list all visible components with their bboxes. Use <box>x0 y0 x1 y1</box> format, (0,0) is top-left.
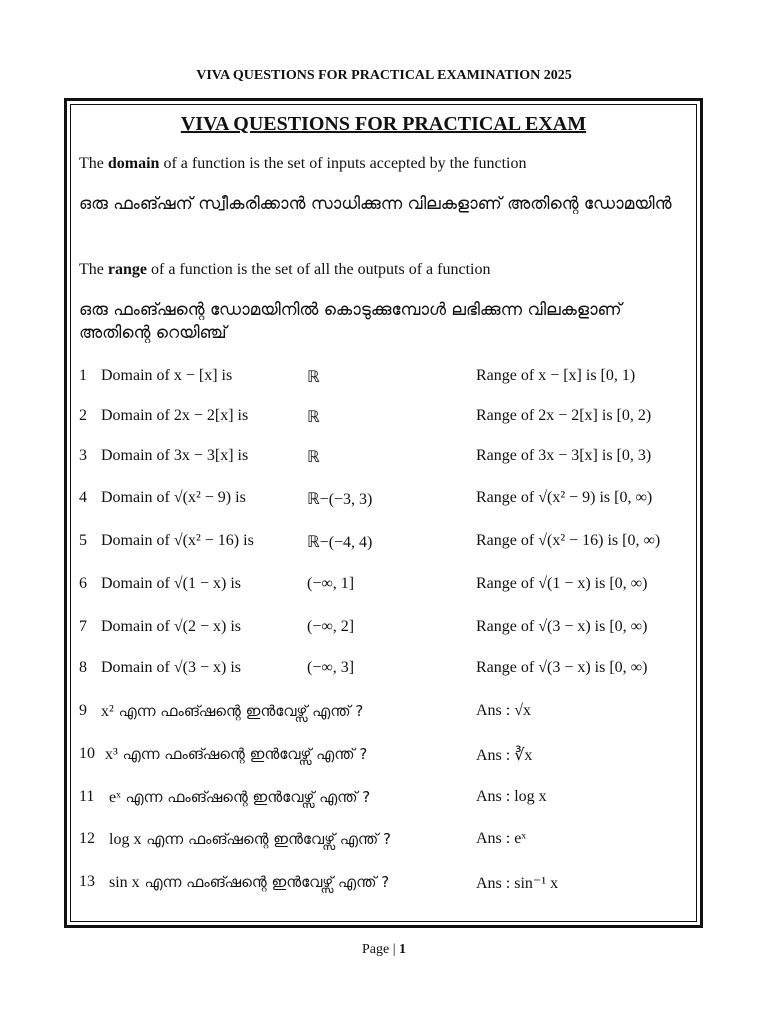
list-item <box>79 659 686 683</box>
item-number: 8 <box>79 659 87 676</box>
question-text: എന്ന ഫംങ്ഷന്റെ ഇൻവേഴ്സ് എന്ത് ? <box>120 788 371 806</box>
item-number: 1 <box>79 367 87 384</box>
inverse-question <box>105 745 367 764</box>
inverse-question <box>109 830 391 849</box>
list-item <box>79 788 686 812</box>
domain-question: Domain of √(2 − x) is <box>101 618 242 635</box>
domain-def-prefix: The <box>79 155 108 172</box>
range-definition <box>79 261 686 279</box>
range-statement: Range of √(3 − x) is [0, ∞) <box>476 618 648 635</box>
domain-answer: ℝ <box>307 369 320 386</box>
page-number: 1 <box>399 942 407 957</box>
range-definition-malayalam: ഒരു ഫംങ്ഷന്റെ ഡോമയിനിൽ കൊടുക്കുമ്പോൾ ലഭിക്കുന്ന വിലകളാണ് അതിന്റെ റെയിഞ്ച് <box>79 300 622 343</box>
domain-question: Domain of √(3 − x) is <box>101 659 242 676</box>
item-number: 4 <box>79 489 87 506</box>
range-statement: Range of √(1 − x) is [0, ∞) <box>476 575 648 592</box>
question-text: എന്ന ഫംങ്ഷന്റെ ഇൻവേഴ്സ് എന്ത് ? <box>117 745 368 763</box>
domain-question: Domain of x − [x] is <box>101 367 233 384</box>
range-statement: Range of 2x − 2[x] is [0, 2) <box>476 407 652 424</box>
inverse-answer: Ans : eˣ <box>476 830 526 847</box>
domain-answer: ℝ−(−4, 4) <box>307 534 373 551</box>
range-statement: Range of √(3 − x) is [0, ∞) <box>476 659 648 676</box>
list-item <box>79 575 686 599</box>
question-text: എന്ന ഫംങ്ഷന്റെ ഇൻവേഴ്സ് എന്ത് ? <box>141 830 391 848</box>
box-title: VIVA QUESTIONS FOR PRACTICAL EXAM <box>180 113 587 135</box>
list-item <box>79 367 686 391</box>
function-expression: x³ <box>105 746 118 763</box>
function-expression: x² <box>101 703 114 720</box>
item-number: 10 <box>79 745 95 762</box>
inverse-answer: Ans : √x <box>476 702 532 719</box>
domain-definition <box>79 155 686 173</box>
item-number: 3 <box>79 447 87 464</box>
domain-question: Domain of √(x² − 16) is <box>101 532 254 549</box>
list-item <box>79 489 686 513</box>
domain-def-term: domain <box>107 155 160 172</box>
domain-answer: ℝ <box>307 449 320 466</box>
range-statement: Range of √(x² − 9) is [0, ∞) <box>476 489 653 506</box>
content-frame-inner <box>70 104 697 922</box>
range-def-term: range <box>107 261 147 278</box>
list-item <box>79 830 686 854</box>
page-label: Page | <box>361 942 400 957</box>
range-statement: Range of x − [x] is [0, 1) <box>476 367 636 384</box>
inverse-answer: Ans : ∛x <box>476 747 533 764</box>
domain-def-rest: of a function is the set of inputs accepted by the function <box>159 155 527 172</box>
domain-answer: (−∞, 2] <box>307 618 355 635</box>
list-item <box>79 702 686 726</box>
inverse-answer: Ans : log x <box>476 788 547 805</box>
inverse-question <box>101 702 363 721</box>
domain-answer: ℝ <box>307 409 320 426</box>
inverse-question <box>109 788 370 807</box>
list-item <box>79 745 686 769</box>
page-footer <box>0 942 768 958</box>
item-number: 6 <box>79 575 87 592</box>
domain-question: Domain of √(x² − 9) is <box>101 489 246 506</box>
item-number: 2 <box>79 407 87 424</box>
range-statement: Range of √(x² − 16) is [0, ∞) <box>476 532 661 549</box>
question-text: എന്ന ഫംങ്ഷന്റെ ഇൻവേഴ്സ് എന്ത് ? <box>139 873 390 891</box>
function-expression: sin x <box>109 874 140 891</box>
domain-question: Domain of 2x − 2[x] is <box>101 407 249 424</box>
list-item <box>79 532 686 556</box>
inverse-question <box>109 873 389 892</box>
domain-answer: (−∞, 3] <box>307 659 355 676</box>
item-number: 7 <box>79 618 87 635</box>
question-text: എന്ന ഫംങ്ഷന്റെ ഇൻവേഴ്സ് എന്ത് ? <box>113 702 364 720</box>
content-frame <box>64 98 703 928</box>
item-number: 9 <box>79 702 87 719</box>
page-header-title: VIVA QUESTIONS FOR PRACTICAL EXAMINATION 2025 <box>196 68 572 83</box>
item-number: 13 <box>79 873 95 890</box>
domain-question: Domain of 3x − 3[x] is <box>101 447 249 464</box>
function-expression: log x <box>109 831 142 848</box>
function-expression: eˣ <box>109 789 121 806</box>
list-item <box>79 873 686 897</box>
domain-answer: ℝ−(−3, 3) <box>307 491 373 508</box>
item-number: 11 <box>79 788 95 805</box>
domain-definition-malayalam: ഒരു ഫംങ്ഷന് സ്വീകരിക്കാൻ സാധിക്കുന്ന വിലകളാണ് അതിന്റെ ഡോമയിൻ <box>79 194 672 214</box>
inverse-answer: Ans : sin⁻¹ x <box>476 875 559 892</box>
list-item <box>79 407 686 431</box>
range-def-rest: of a function is the set of all the outputs of a function <box>146 261 491 278</box>
range-statement: Range of 3x − 3[x] is [0, 3) <box>476 447 652 464</box>
range-def-prefix: The <box>79 261 108 278</box>
list-item <box>79 447 686 471</box>
domain-answer: (−∞, 1] <box>307 575 355 592</box>
domain-question: Domain of √(1 − x) is <box>101 575 242 592</box>
list-item <box>79 618 686 642</box>
item-number: 5 <box>79 532 87 549</box>
item-number: 12 <box>79 830 95 847</box>
